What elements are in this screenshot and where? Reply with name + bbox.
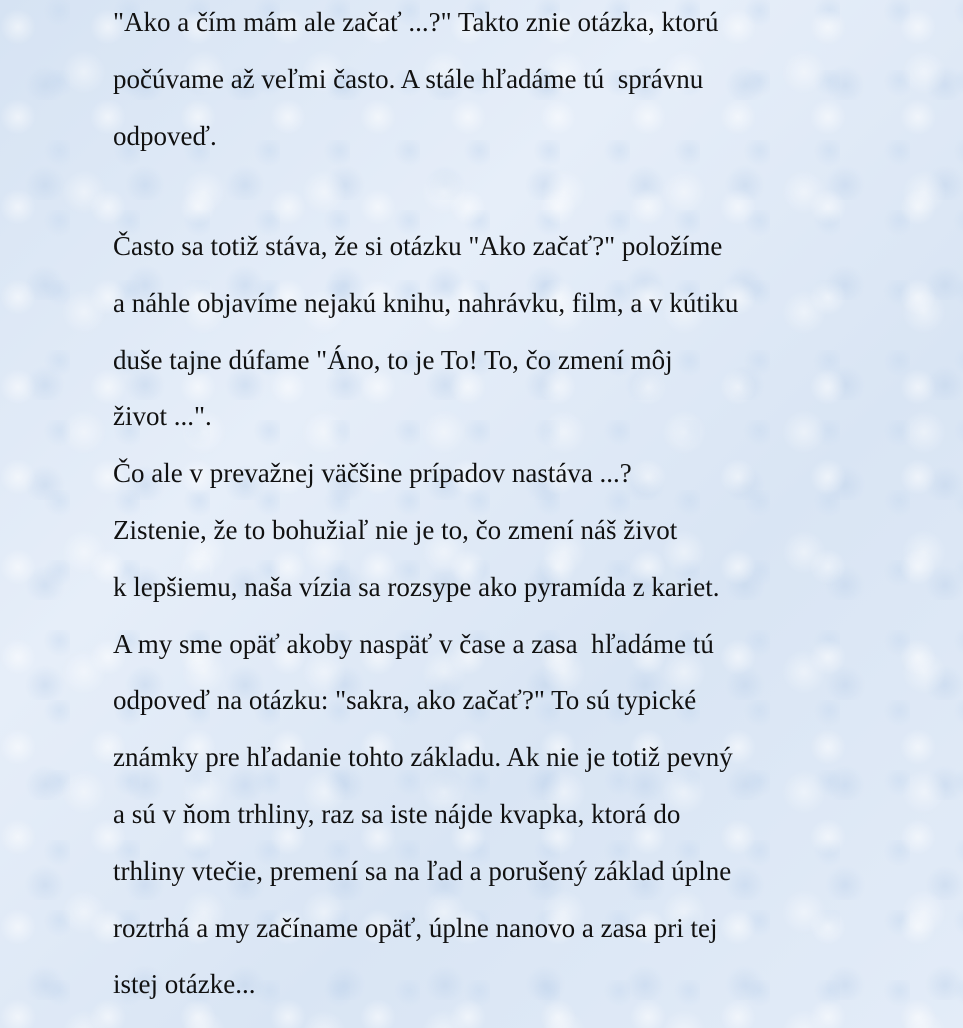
paragraph-3-line-3: k lepšiemu, naša vízia sa rozsype ako pyramída z kariet.	[113, 572, 720, 602]
paragraph-2-line-1: Často sa totiž stáva, že si otázku "Ako začať?" položíme	[113, 231, 723, 261]
paragraph-1-line-3: odpoveď.	[113, 121, 217, 151]
paragraph-3-line-6: známky pre hľadanie tohto základu. Ak nie je totiž pevný	[113, 742, 733, 772]
paragraph-3-line-1: Čo ale v prevažnej väčšine prípadov nastáva ...?	[113, 458, 632, 488]
paragraph-3-line-4: A my sme opäť akoby naspäť v čase a zasa hľadáme tú	[113, 629, 714, 659]
paragraph-3-line-5: odpoveď na otázku: "sakra, ako začať?" To sú typické	[113, 685, 697, 715]
paragraph-2-line-2: a náhle objavíme nejakú knihu, nahrávku, film, a v kútiku	[113, 288, 739, 318]
paragraph-1-line-1: "Ako a čím mám ale začať ...?" Takto znie otázka, ktorú	[113, 7, 719, 37]
paragraph-2-line-3: duše tajne dúfame "Áno, to je To! To, čo zmení môj	[113, 345, 673, 375]
paragraph-3-line-9: roztrhá a my začíname opäť, úplne nanovo a zasa pri tej	[113, 913, 718, 943]
paragraph-3-line-7: a sú v ňom trhliny, raz sa iste nájde kvapka, ktorá do	[113, 799, 681, 829]
paragraph-2-line-4: život ...".	[113, 401, 212, 431]
paragraph-3-line-10: istej otázke...	[113, 969, 256, 999]
paragraph-3-line-2: Zistenie, že to bohužiaľ nie je to, čo zmení náš život	[113, 515, 678, 545]
paragraph-3-line-8: trhliny vtečie, premení sa na ľad a porušený základ úplne	[113, 856, 732, 886]
paragraph-1-line-2: počúvame až veľmi často. A stále hľadáme tú správnu	[113, 64, 704, 94]
